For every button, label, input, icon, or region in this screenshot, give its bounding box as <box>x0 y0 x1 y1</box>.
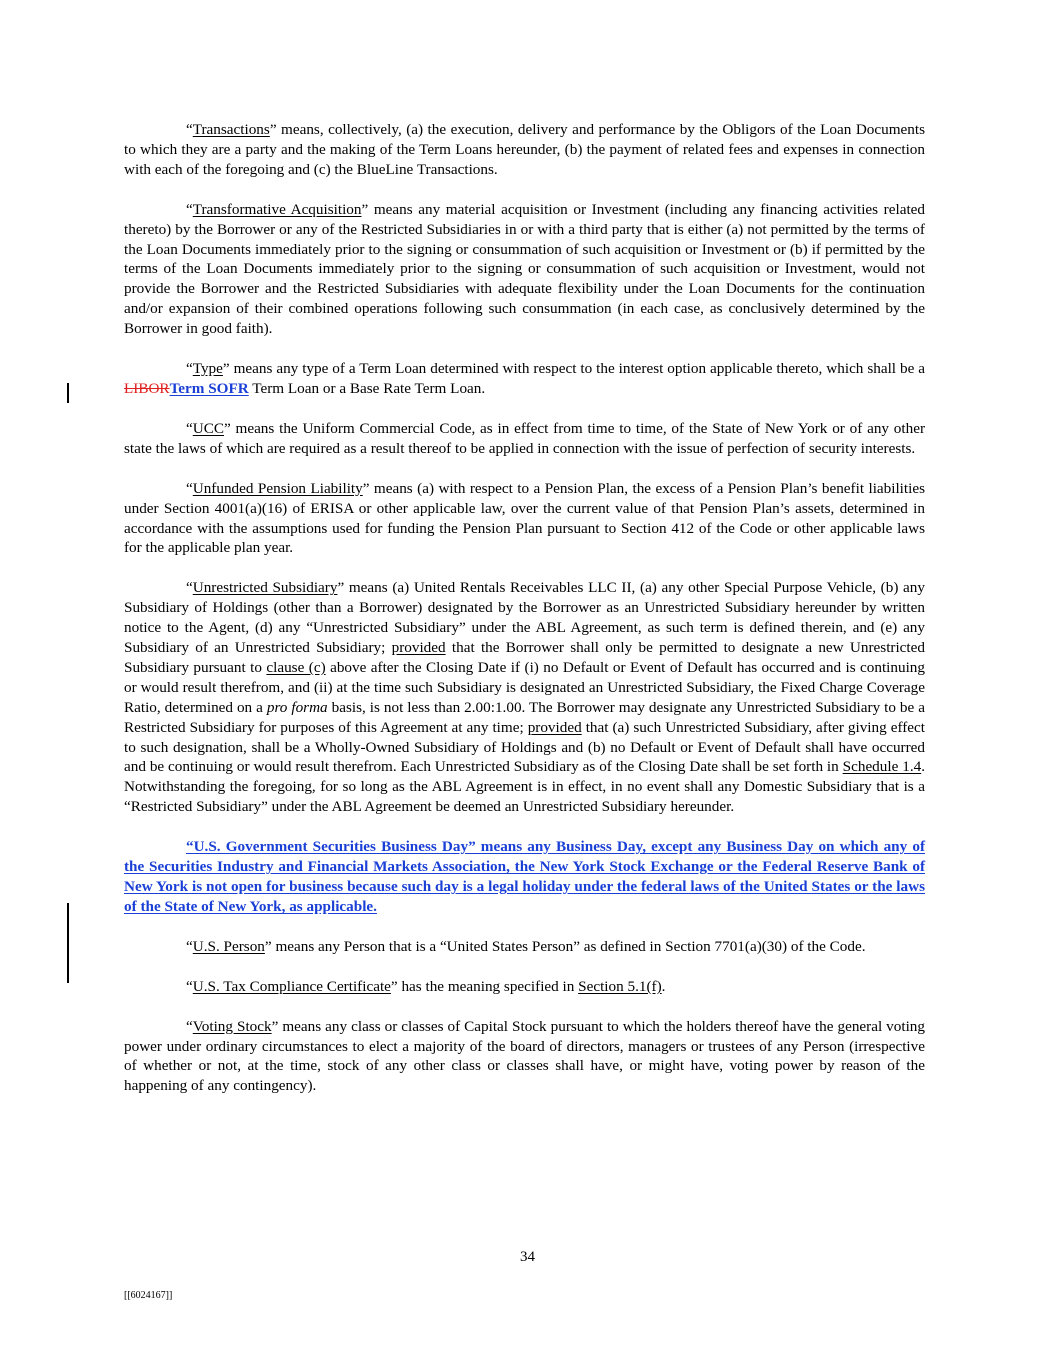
section-reference: Section 5.1(f) <box>578 977 662 995</box>
defined-term: Transformative Acquisition <box>192 200 362 218</box>
inserted-text: Term SOFR <box>169 379 249 397</box>
change-bar-type <box>67 383 69 403</box>
document-page <box>124 120 925 1116</box>
defined-term: Voting Stock <box>192 1017 272 1035</box>
definition-transformative-acquisition: “Transformative Acquisition” means any material acquisition or Investment (including any financing activities related thereto) by the Borrower or any of the Restricted Subsidiaries in or with a third party that is either (a) not permitted by the terms of the Loan Documents immediately prior to the signing or consummation of such acquisition or Investment or (b) if permitted by the terms of the Loan Documents immediately prior to the signing or consummation of such acquisition or Investment, would not provide the Borrower and the Restricted Subsidiaries with adequate flexibility under the Loan Documents for the continuation and/or expansion of their combined operations following such consummation (in each case, as conclusively determined by the Borrower in good faith). <box>124 200 925 338</box>
definition-unfunded-pension-liability: “Unfunded Pension Liability” means (a) with respect to a Pension Plan, the excess of a Pension Plan’s benefit liabilities under Section 4001(a)(16) of ERISA or other applicable law, over the current value of that Pension Plan’s assets, determined in accordance with the assumptions used for funding the Pension Plan pursuant to Section 412 of the Code or other applicable laws for the applicable plan year. <box>124 479 925 557</box>
pro-forma-term: pro forma <box>266 698 328 716</box>
definition-us-tax-compliance-certificate: “U.S. Tax Compliance Certificate” has the meaning specified in Section 5.1(f). <box>186 977 666 995</box>
definition-type: “Type” means any type of a Term Loan determined with respect to the interest option applicable thereto, which shall be a LIBORTerm SOFR Term Loan or a Base Rate Term Loan. <box>124 360 925 397</box>
defined-term: Transactions <box>192 121 270 138</box>
provided-term: provided <box>527 718 582 736</box>
definition-voting-stock: “Voting Stock” means any class or classes of Capital Stock pursuant to which the holders thereof have the general voting power under ordinary circumstances to elect a majority of the board of directors, managers or trustees of any Person (irrespective of whether or not, at the time, stock of any other class or classes shall have, or might have, voting power by reason of the happening of any contingency). <box>124 1017 925 1095</box>
defined-term: U.S. Person <box>192 937 265 955</box>
defined-term: UCC <box>192 419 224 437</box>
inserted-text: “U.S. Government Securities Business Day” means any Business Day, except any Business Day on which any of the Securities Industry and Financial Markets Association, the New York Stock Exchange or the Federal Reserve Bank of New York is not open for business because such day is a legal holiday under the federal laws of the United States or the laws of the State of New York, as applicable. <box>124 838 925 915</box>
definition-transactions: “Transactions” means, collectively, (a) the execution, delivery and performance by the Obligors of the Loan Documents to which they are a party and the making of the Term Loans hereunder, (b) the payment of related fees and expenses in connection with each of the foregoing and (c) the BlueLine Transactions. <box>124 121 925 178</box>
definition-us-person: “U.S. Person” means any Person that is a “United States Person” as defined in Section 7701(a)(30) of the Code. <box>186 937 866 955</box>
definition-unrestricted-subsidiary: “Unrestricted Subsidiary” means (a) United Rentals Receivables LLC II, (a) any other Special Purpose Vehicle, (b) any Subsidiary of Holdings (other than a Borrower) designated by the Borrower as an Unrestricted Subsidiary hereunder by written notice to the Agent, (d) any “Unrestricted Subsidiary” under the ABL Agreement, as such term is defined therein, and (e) any Subsidiary of an Unrestricted Subsidiary; provided that the Borrower shall only be permitted to designate a new Unrestricted Subsidiary pursuant to clause (c) above after the Closing Date if (i) no Default or Event of Default has occurred and is continuing or would result therefrom, and (ii) at the time such Subsidiary is designated an Unrestricted Subsidiary, the Fixed Charge Coverage Ratio, determined on a pro forma basis, is not less than 2.00:1.00. The Borrower may designate any Unrestricted Subsidiary to be a Restricted Subsidiary for purposes of this Agreement at any time; provided that (a) such Unrestricted Subsidiary, after giving effect to such designation, shall be a Wholly-Owned Subsidiary of Holdings and (b) no Default or Event of Default shall have occurred and be continuing or would result therefrom. Each Unrestricted Subsidiary as of the Closing Date shall be set forth in Schedule 1.4. Notwithstanding the foregoing, for so long as the ABL Agreement is in effect, in no event shall any Domestic Subsidiary that is a “Restricted Subsidiary” under the ABL Agreement be deemed an Unrestricted Subsidiary hereunder. <box>124 579 926 816</box>
defined-term: Unrestricted Subsidiary <box>192 579 338 597</box>
provided-term: provided <box>391 639 446 657</box>
defined-term: Type <box>192 360 223 378</box>
schedule-reference: Schedule 1.4 <box>842 758 922 776</box>
definition-us-government-securities-business-day <box>124 837 925 917</box>
document-id: [[6024167]] <box>124 1290 173 1301</box>
defined-term: U.S. Tax Compliance Certificate <box>192 977 391 995</box>
change-bar-us-government <box>67 903 69 983</box>
page-number: 34 <box>520 1249 535 1265</box>
defined-term: Unfunded Pension Liability <box>192 479 363 497</box>
deleted-text: LIBOR <box>124 379 170 397</box>
definition-ucc: “UCC” means the Uniform Commercial Code, as in effect from time to time, of the State of New York or of any other state the laws of which are required as a result thereof to be applied in connection with the issue of perfection of security interests. <box>124 419 925 457</box>
clause-reference: clause (c) <box>266 658 326 676</box>
